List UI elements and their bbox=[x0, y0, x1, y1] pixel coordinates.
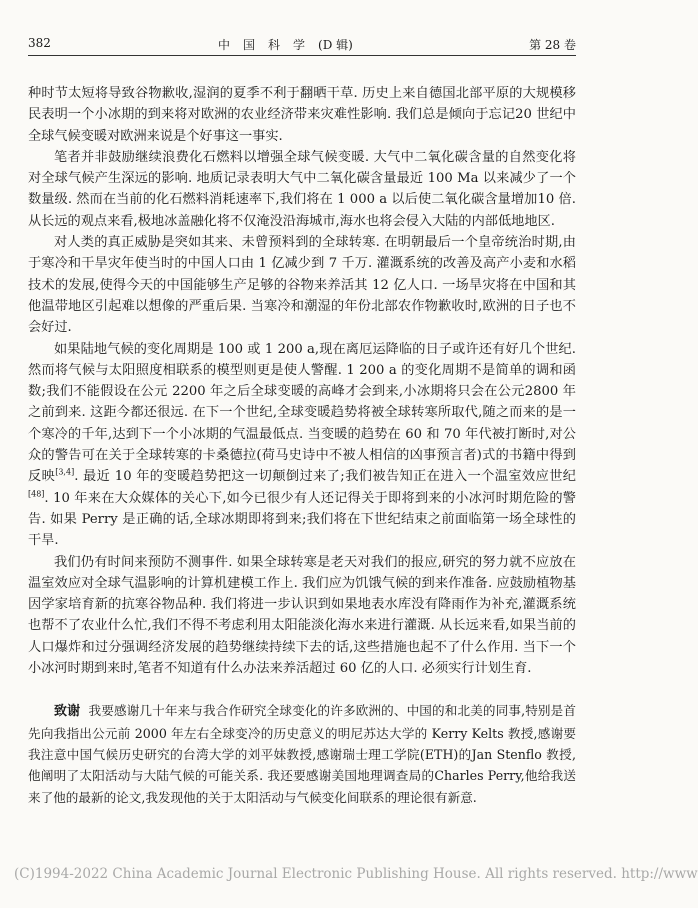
paragraph-4: 如果陆地气候的变化周期是 100 或 1 200 a,现在离厄运降临的日子或许还有好几个世纪. 然而将气候与太阳照度相联系的模型则更是使人警醒. 1 200 a 的变化周期不是简单的调和函数;我们不能假设在公元 2200 年之后全球变暖的高峰才会到来,小冰期将只会在公元2800 年之前到来. 这距今都还很远. 在下一个世纪,全球变暖趋势将被全球转寒所取代,随之而来的是一个寒冷的千年,达到下一个小冰期的气温最低点. 当变暖的趋势在 60 和 70 年代被打断时,对公众的警告可在关于全球转寒的卡桑德拉(荷马史诗中不被人相信的凶事预言者)式的书籍中得到反映[3,4]. 最近 10 年的变暖趋势把这一切颠倒过来了;我们被告知正在进入一个温室效应世纪[48]. 10 年来在大众媒体的关心下,如今已很少有人还记得关于即将到来的小冰河时期危险的警告. 如果 Perry 是正确的话,全球冰期即将到来;我们将在下世纪结束之前面临第一场全球性的干旱. bbox=[28, 341, 576, 549]
copyright-watermark: (C)1994-2022 China Academic Journal Electronic Publishing House. All rights reserved. http://www bbox=[14, 866, 698, 882]
paragraph-5: 我们仍有时间来预防不测事件. 如果全球转寒是老天对我们的报应,研究的努力就不应放在温室效应对全球气温影响的计算机建模工作上. 我们应为饥饿气候的到来作准备. 应鼓励植物基因学家培育新的抗寒谷物品种. 我们将进一步认识到如果地表水库没有降雨作为补充,灌溉系统也帮不了农业什么忙,我们不得不考虑利用太阳能淡化海水来进行灌溉. 从长远来看,如果当前的人口爆炸和过分强调经济发展的趋势继续持续下去的话,这些措施也起不了什么作用. 当下一个小冰河时期到来时,笔者不知道有什么办法来养活超过 60 亿的人口. 必须实行计划生育. bbox=[28, 554, 576, 677]
paragraph-2: 笔者并非鼓励继续浪费化石燃料以增强全球气候变暖. 大气中二氧化碳含量的自然变化将对全球气候产生深远的影响. 地质记录表明大气中二氧化碳含量最近 100 Ma 以来减少了一个数量级. 然而在当前的化石燃料消耗速率下,我们将在 1 000 a 以后使二氧化碳含量增加10 倍. 从长远的观点来看,极地冰盖融化将不仅淹没沿海城市,海水也将会侵入大陆的内部低地地区. bbox=[28, 149, 576, 229]
citation-ref: [48] bbox=[28, 489, 45, 499]
citation-ref: [3,4] bbox=[55, 467, 75, 477]
acknowledgement-title: 致谢 bbox=[54, 704, 81, 720]
section-gap bbox=[28, 679, 576, 700]
running-header bbox=[28, 36, 576, 54]
acknowledgement-text: 我要感谢几十年来与我合作研究全球变化的许多欧洲的、中国的和北美的同事,特别是首先向我指出公元前 2000 年左右全球变冷的历史意义的明尼苏达大学的 Kerry Kelts 教授,感谢要我注意中国气候历史研究的台湾大学的刘平妹教授,感谢瑞士理工学院(ETH)的Jan Stenflo 教授,他阐明了太阳活动与大陆气候的可能关系. 我还要感谢美国地理调查局的Charles Perry,他给我送来了他的最新的论文,我发现他的关于太阳活动与气候变化间联系的理论很有新意. bbox=[28, 703, 576, 805]
paragraph-3: 对人类的真正威胁是突如其来、未曾预料到的全球转寒. 在明朝最后一个皇帝统治时期,由于寒冷和干旱灾年使当时的中国人口由 1 亿减少到 7 千万. 灌溉系统的改善及高产小麦和水稻技术的发展,使得今天的中国能够生产足够的谷物来养活其 12 亿人口. 一场旱灾将在中国和其他温带地区引起难以想像的严重后果. 当寒冷和潮湿的年份北部农作物歉收时,欧洲的日子也不会好过. bbox=[28, 235, 576, 336]
journal-series: (D 辑) bbox=[318, 38, 353, 52]
acknowledgement bbox=[28, 700, 576, 807]
page-number: 382 bbox=[28, 36, 51, 50]
article-body bbox=[28, 83, 576, 808]
paragraph-1: 种时节太短将导致谷物歉收,湿润的夏季不利于翻晒干草. 历史上来自德国北部平原的大规模移民表明一个小冰期的到来将对欧洲的农业经济带来灾难性影响. 我们总是倾向于忘记20 世纪中全球气候变暖对欧洲来说是个好事这一事实. bbox=[28, 86, 576, 144]
journal-title: 中国科学(D 辑) bbox=[218, 38, 353, 52]
volume-number: 第 28 卷 bbox=[529, 38, 576, 52]
header-rule bbox=[28, 55, 576, 56]
